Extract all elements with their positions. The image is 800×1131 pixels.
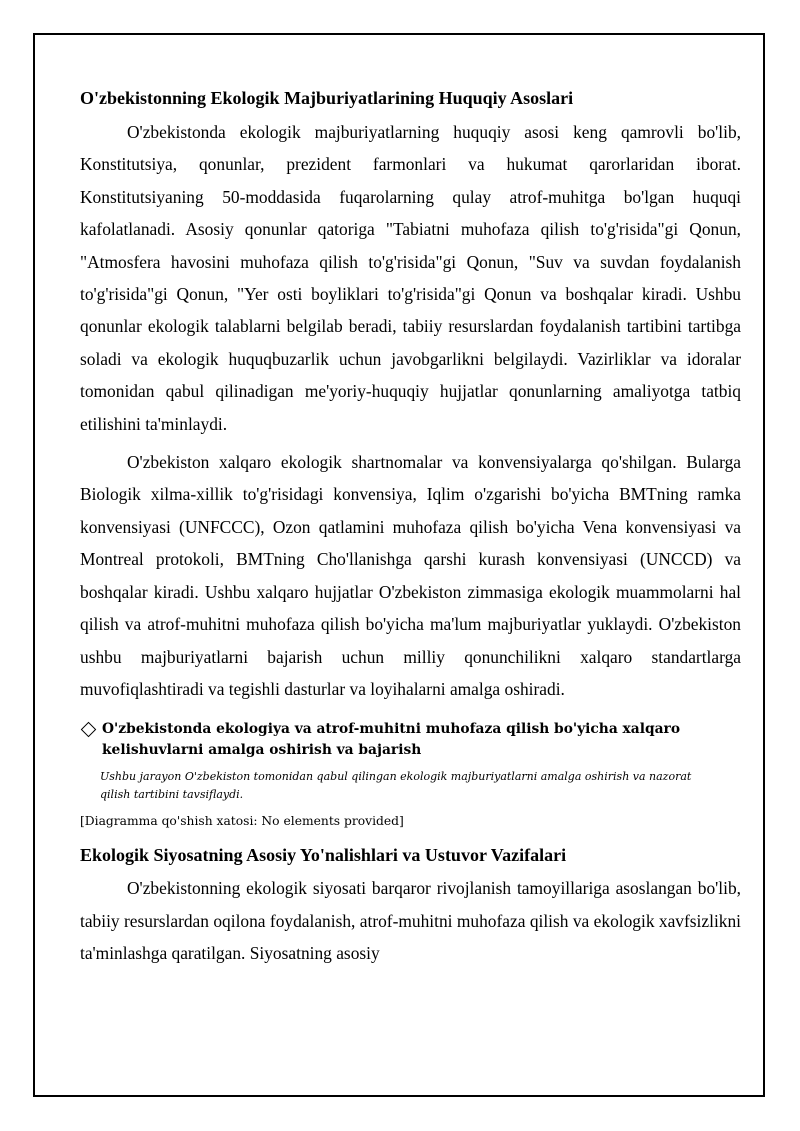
diagram-title [80, 719, 741, 761]
diagram-block [80, 719, 741, 830]
paragraph: O'zbekistonda ekologik majburiyatlarning huquqiy asosi keng qamrovli bo'lib, Konstitutsiya, qonunlar, prezident farmonlari va hukumat qarorlaridan iborat. Konstitutsiyaning 50-moddasida fuqarolarning qulay atrof-muhitga bo'lgan huquqi kafolatlanadi. Asosiy qonunlar qatoriga "Tabiatni muhofaza qilish to'g'risida"gi Qonun, "Atmosfera havosini muhofaza qilish to'g'risida"gi Qonun, "Suv va suvdan foydalanish to'g'risida"gi Qonun, "Yer osti boyliklari to'g'risida"gi Qonun va boshqalar kiradi. Ushbu qonunlar ekologik talablarni belgilab beradi, tabiiy resurslardan foydalanish tartibini tartibga soladi va ekologik huquqbuzarlik uchun javobgarlikni belgilaydi. Vazirliklar va idoralar tomonidan qabul qilinadigan me'yoriy-huquqiy hujjatlar qonunlarning amaliyotga tatbiq etilishini ta'minlaydi. [80, 122, 741, 434]
paragraph: O'zbekiston xalqaro ekologik shartnomalar va konvensiyalarga qo'shilgan. Bularga Biologik xilma-xillik to'g'risidagi konvensiya, Iqlim o'zgarishi bo'yicha BMTning ramka konvensiyasi (UNFCCC), Ozon qatlamini muhofaza qilish bo'yicha Vena konvensiyasi va Montreal protokoli, BMTning Cho'llanishga qarshi kurash konvensiyasi (UNCCD) va boshqalar kiradi. Ushbu xalqaro hujjatlar O'zbekiston zimmasiga ekologik muammolarni hal qilish va atrof-muhitni muhofaza qilish bo'yicha ma'lum majburiyatlar yuklaydi. O'zbekiston ushbu majburiyatlarni bajarish uchun milliy qonunchilikni xalqaro standartlarga muvofiqlashtiradi va tegishli dasturlar va loyihalarni amalga oshiradi. [80, 452, 741, 699]
section-title-legal-basis: O'zbekistonning Ekologik Majburiyatlarining Huquqiy Asoslari [80, 88, 574, 108]
diagram-title-text: O'zbekistonda ekologiya va atrof-muhitni muhofaza qilish bo'yicha xalqaro kelishuvlarni amalga oshirish va bajarish [102, 721, 681, 759]
section-title-policy: Ekologik Siyosatning Asosiy Yo'nalishlari va Ustuvor Vazifalari [80, 845, 567, 866]
diamond-icon [81, 722, 97, 738]
paragraph: O'zbekistonning ekologik siyosati barqaror rivojlanish tamoyillariga asoslangan bo'lib, tabiiy resurslardan oqilona foydalanish, atrof-muhitni muhofaza qilish va ekologik xavfsizlikni ta'minlashga qaratilgan. Siyosatning asosiy [80, 878, 741, 964]
diagram-error-message: [Diagramma qo'shish xatosi: No elements provided] [80, 814, 404, 829]
diagram-description: Ushbu jarayon O'zbekiston tomonidan qabul qilingan ekologik majburiyatlarni amalga oshirish va nazorat qilish tartibini tavsiflaydi. [100, 770, 692, 802]
section-policy [80, 839, 741, 969]
document-body [80, 82, 741, 970]
